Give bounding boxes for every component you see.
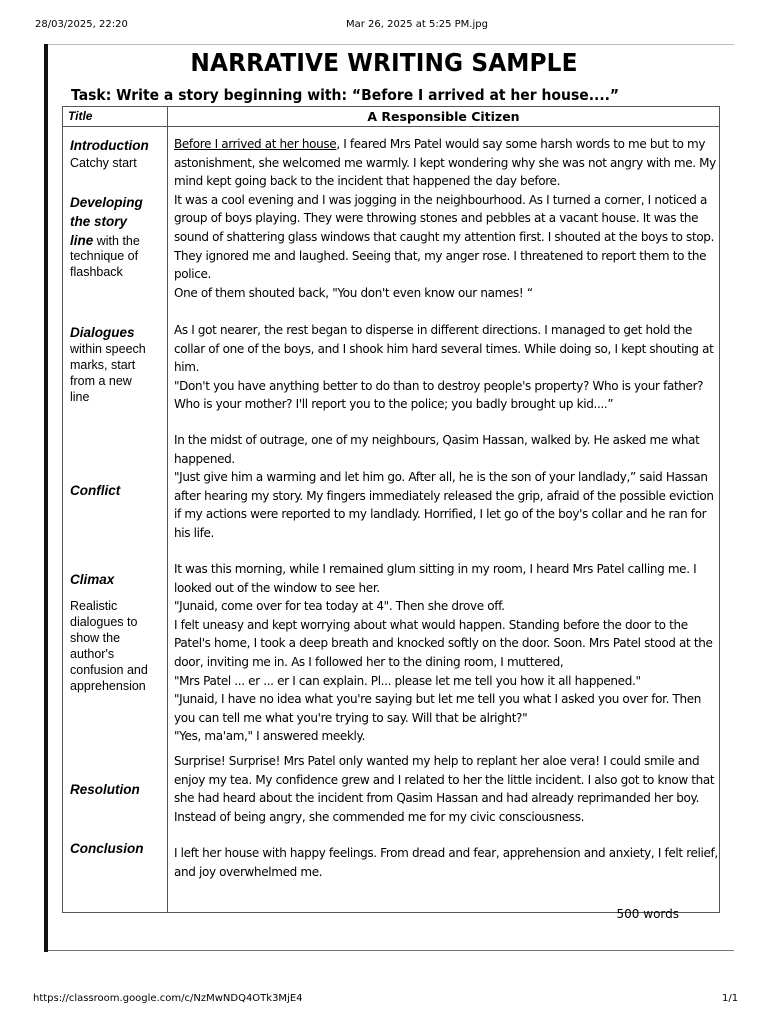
label-climax: Climax Realistic dialogues to show the author's confusion and apprehension [70, 572, 148, 693]
print-datetime: 28/03/2025, 22:20 [35, 19, 128, 30]
title-label: Title [68, 109, 93, 123]
label-conclusion: Conclusion [70, 841, 144, 856]
task-prompt: Task: Write a story beginning with: “Before I arrived at her house....” [71, 86, 620, 104]
print-url[interactable]: https://classroom.google.com/c/NzMwNDQ4OTk3MjE4 [33, 993, 303, 1004]
title-label-cell [63, 107, 168, 127]
label-conflict: Conflict [70, 483, 121, 498]
label-developing: Developing the story line with the technique of flashback [70, 195, 143, 279]
document-heading: NARRATIVE WRITING SAMPLE [190, 48, 578, 77]
story-column [168, 127, 720, 921]
story-opening-phrase: Before I arrived at her house [174, 137, 337, 151]
story-title-cell [168, 107, 720, 127]
label-introduction: Introduction Catchy start [70, 138, 149, 170]
story-introduction: Before I arrived at her house, I feared Mrs Patel would say some harsh words to me but to my astonishment, she welcomed me warmly. I kept wondering why she was not angry with me. My mind kept going back to the incident that happened the day before. It was a cool evening and I was jogging in the neighbourhood. As I turned a corner, I noticed a group of boys playing. They were throwing stones and pebbles at a vacant house. It was the sound of shattering glass windows that caught my attention first. I shouted at the boys to stop. They ignored me and laughed. Seeing that, my anger rose. I threatened to report them to the police. One of them shouted back, "You don't even know our names! “ [174, 135, 721, 302]
story-conclusion: I left her house with happy feelings. From dread and fear, apprehension and anxiety, I felt relief, and joy overwhelmed me. [174, 846, 718, 879]
labels-column [63, 127, 168, 913]
page-bottom-border [48, 950, 734, 951]
page-top-border [48, 44, 734, 45]
story-table [62, 106, 720, 921]
story-flashback: It was a cool evening and I was jogging in the neighbourhood. As I turned a corner, I noticed a group of boys playing. They were throwing stones and pebbles at a vacant house. It was the sound of shattering glass windows that caught my attention first. I shouted at the boys to stop. They ignored me and laughed. Seeing that, my anger rose. I threatened to report them to the police. [174, 192, 715, 282]
story-title: A Responsible Citizen [367, 109, 520, 124]
page-left-border [44, 44, 48, 952]
story-dialogues: As I got nearer, the rest began to disperse in different directions. I managed to get hold the collar of one of the boys, and I shook him hard several times. While doing so, I kept shouting at him. "Don't you have anything better to do than to destroy people's property? Who is your father? Who is your mother? I'll report you to the police; you badly brought up kid....” [174, 323, 714, 412]
story-conflict: In the midst of outrage, one of my neighbours, Qasim Hassan, walked by. He asked me what happened. "Just give him a warming and let him go. After all, he is the son of your landlady,” said Hassan after hearing my story. My fingers immediately released the grip, afraid of the possible eviction if my actions were reported to my landlady. Horrified, I let go of the boy's collar and he ran for his life. [174, 433, 714, 540]
story-climax: It was this morning, while I remained glum sitting in my room, I heard Mrs Patel calling me. I looked out of the window to see her. "Junaid, come over for tea today at 4". Then she drove off. I felt uneasy and kept worrying about what would happen. Standing before the door to the Patel's home, I took a deep breath and knocked softly on the door. Soon. Mrs Patel stood at the door, inviting me in. As I followed her to the dining room, I muttered, "Mrs Patel ... er ... er I can explain. Pl... please let me tell you how it all happened." "Junaid, I have no idea what you're saying but let me tell you what I asked you over for. Then you can tell me what you're trying to say. Will that be alright?" "Yes, ma'am," I answered meekly. [174, 562, 713, 744]
print-page-number: 1/1 [722, 993, 739, 1004]
label-dialogues: Dialogues within speech marks, start from a new line [70, 325, 146, 404]
print-filename: Mar 26, 2025 at 5:25 PM.jpg [346, 19, 488, 30]
label-resolution: Resolution [70, 782, 140, 797]
story-dialogue-1: One of them shouted back, "You don't even know our names! “ [174, 285, 533, 300]
word-count: 500 words [616, 907, 679, 921]
story-resolution: Surprise! Surprise! Mrs Patel only wanted my help to replant her aloe vera! I could smile and enjoy my tea. My confidence grew and I related to her the little incident. I also got to know that she had heard about the incident from Qasim Hassan and had already reprimanded her boy. Instead of being angry, she commended me for my civic consciousness. [174, 754, 715, 824]
